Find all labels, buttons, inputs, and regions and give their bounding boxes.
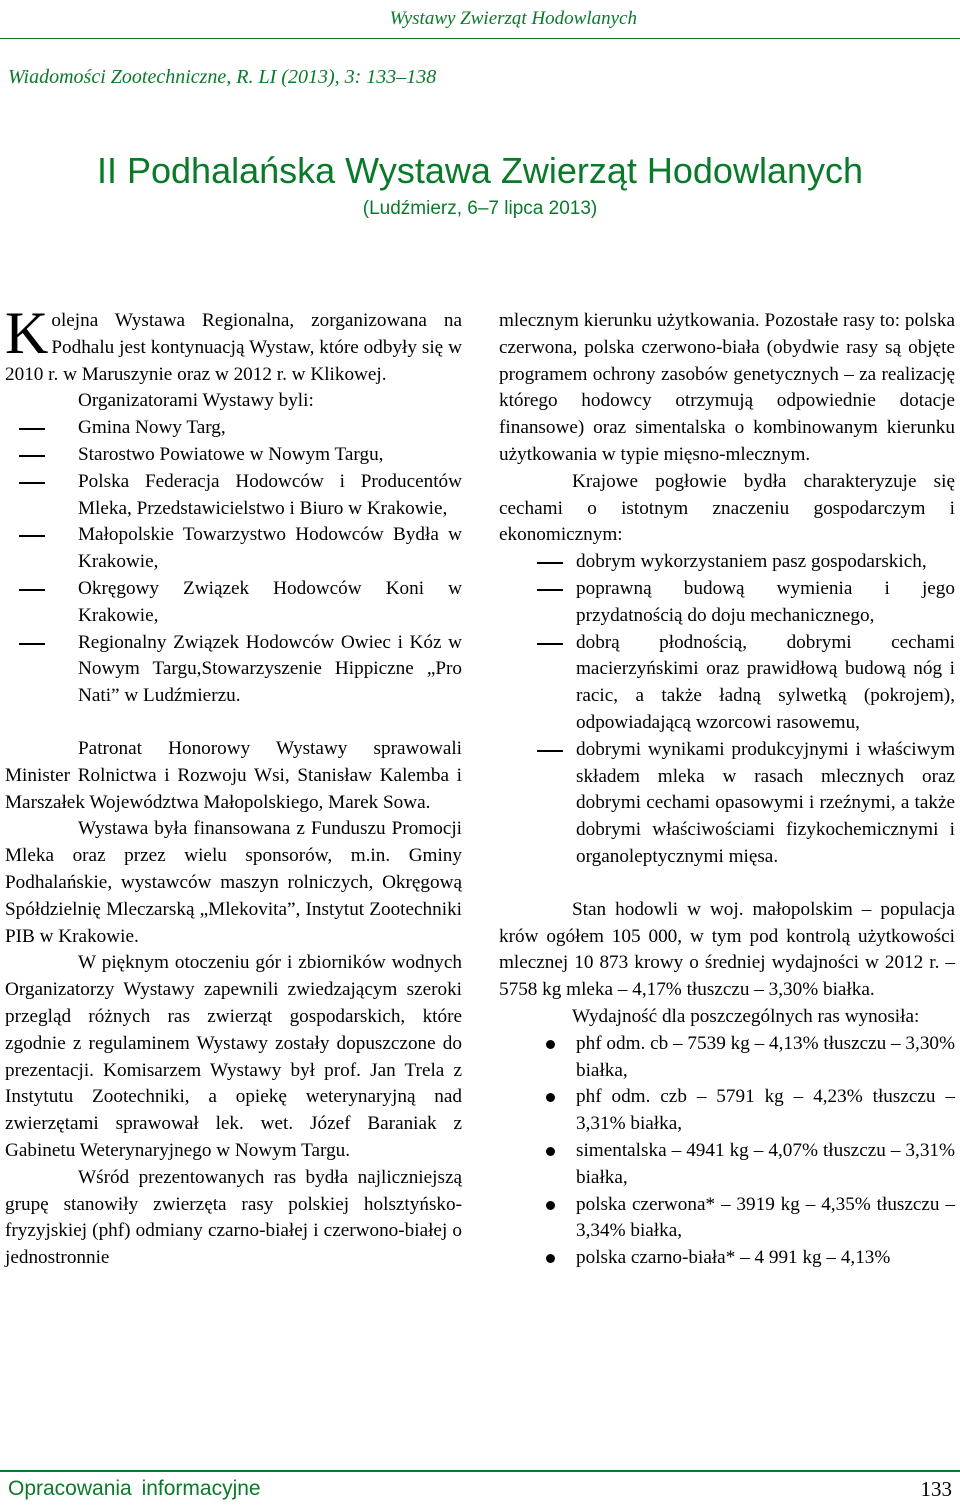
organizers-list [5, 415, 462, 710]
list-item: dobrymi wynikami produkcyjnymi i właściwym składem mleka w rasach mlecznych oraz dobrymi cechami opasowymi i rzeźnymi, a także dobrymi właściwościami fizykochemicznymi i organoleptycznymi mięsa. [499, 737, 955, 871]
list-item: Okręgowy Związek Hodowców Koni w Krakowie, [5, 576, 462, 630]
features-list [499, 549, 955, 871]
financing-paragraph: Wystawa była finansowana z Funduszu Promocji Mleka oraz przez wielu sponsorów, m.in. Gminy Podhalańskie, wystawców maszyn rolniczych, Okręgową Spółdzielnię Mleczarską „Mlekovita”, Instytut Zootechniki PIB w Krakowie. [5, 818, 462, 947]
list-item: dobrym wykorzystaniem pasz gospodarskich, [499, 549, 955, 576]
scenery-paragraph: W pięknym otoczeniu gór i zbiorników wodnych Organizatorzy Wystawy zapewnili zwiedzającym szeroki przegląd różnych ras zwierząt gospodarskich, które zgodnie z regulaminem Wystawy zostały dopuszczone do prezentacji. Komisarzem Wystawy był prof. Jan Trela z Instytutu Zootechniki, a opiekę weterynaryjną nad zwierzętami sprawował lek. wet. Józef Baraniak z Gabinetu Weterynaryjnego w Nowym Targu. [5, 952, 462, 1161]
breeds-continued: mlecznym kierunku użytkowania. Pozostałe rasy to: polska czerwona, polska czerwono-biała (obydwie rasy są objęte programem ochrony zasobów genetycznych – za realizację którego hodowcy otrzymują odpowiednie dotacje finansowe) oraz simentalska o kombinowanym kierunku użytkowania w typie mięsno-mlecznym. [499, 310, 955, 465]
list-item: Polska Federacja Hodowców i Producentów Mleka, Przedstawicielstwo i Biuro w Krakowie, [5, 469, 462, 523]
footer-divider [0, 1470, 960, 1472]
list-item: phf odm. cb – 7539 kg – 4,13% tłuszczu – 3,30% białka, [499, 1031, 955, 1085]
list-item: Małopolskie Towarzystwo Hodowców Bydła w Krakowie, [5, 522, 462, 576]
list-item: Starostwo Powiatowe w Nowym Targu, [5, 442, 462, 469]
article-title: II Podhalańska Wystawa Zwierząt Hodowlanych [96, 150, 864, 191]
list-item: poprawną budową wymienia i jego przydatnością do doju mechanicznego, [499, 576, 955, 630]
list-item: polska czerwona* – 3919 kg – 4,35% tłuszczu – 3,34% białka, [499, 1192, 955, 1246]
list-item: dobrą płodnością, dobrymi cechami macierzyńskimi oraz prawidłową budową nóg i racic, a także ładną sylwetką (pokrojem), odpowiadającą wzorcowi rasowemu, [499, 630, 955, 737]
page-number: 133 [920, 1477, 952, 1501]
breeds-paragraph: Wśród prezentowanych ras bydła najliczniejszą grupę stanowiły zwierzęta rasy polskiej holsztyńsko-fryzyjskiej (phf) odmiany czarno-białej i czerwono-białej o jednostronnie [5, 1166, 462, 1269]
header-divider [0, 38, 960, 39]
features-intro: Krajowe pogłowie bydła charakteryzuje się cechami o istotnym znaczeniu gospodarczym i ekonomicznym: [499, 470, 955, 546]
list-item: Regionalny Związek Hodowców Owiec i Kóz w Nowym Targu,Stowarzyszenie Hippiczne „Pro Nati” w Ludźmierzu. [5, 630, 462, 710]
organizers-intro: Organizatorami Wystawy byli: [78, 390, 314, 412]
intro-text: olejna Wystawa Regionalna, zorganizowana na Podhalu jest kontynuacją Wystaw, które odbyły się w 2010 r. w Maruszynie oraz w 2012 r. w Klikowej. [5, 310, 462, 385]
list-item: phf odm. czb – 5791 kg – 4,23% tłuszczu – 3,31% białka, [499, 1084, 955, 1138]
list-item: polska czarno-biała* – 4 991 kg – 4,13% [499, 1245, 955, 1272]
right-column [499, 308, 955, 1272]
footer-section-label: Opracowania informacyjne [8, 1477, 261, 1500]
journal-citation: Wiadomości Zootechniczne, R. LI (2013), 3: 133–138 [8, 66, 437, 88]
drop-cap: K [5, 300, 49, 366]
yield-intro: Wydajność dla poszczególnych ras wynosiła: [572, 1005, 920, 1027]
herd-state-paragraph: Stan hodowli w woj. małopolskim – populacja krów ogółem 105 000, w tym pod kontrolą użytkowości mlecznej 10 873 krowy o średniej wydajności w 2012 r. – 5758 kg mleka – 4,17% tłuszczu – 3,30% białka. [499, 898, 955, 1001]
left-column [5, 300, 462, 1272]
intro-paragraph [5, 300, 462, 388]
patronage-paragraph: Patronat Honorowy Wystawy sprawowali Minister Rolnictwa i Rozwoju Wsi, Stanisław Kalemba i Marszałek Województwa Małopolskiego, Marek Sowa. [5, 737, 462, 813]
list-item: Gmina Nowy Targ, [5, 415, 462, 442]
running-head: Wystawy Zwierząt Hodowlanych [389, 8, 637, 29]
yields-list [499, 1031, 955, 1272]
list-item: simentalska – 4941 kg – 4,07% tłuszczu – 3,31% białka, [499, 1138, 955, 1192]
article-subtitle: (Ludźmierz, 6–7 lipca 2013) [362, 198, 598, 219]
